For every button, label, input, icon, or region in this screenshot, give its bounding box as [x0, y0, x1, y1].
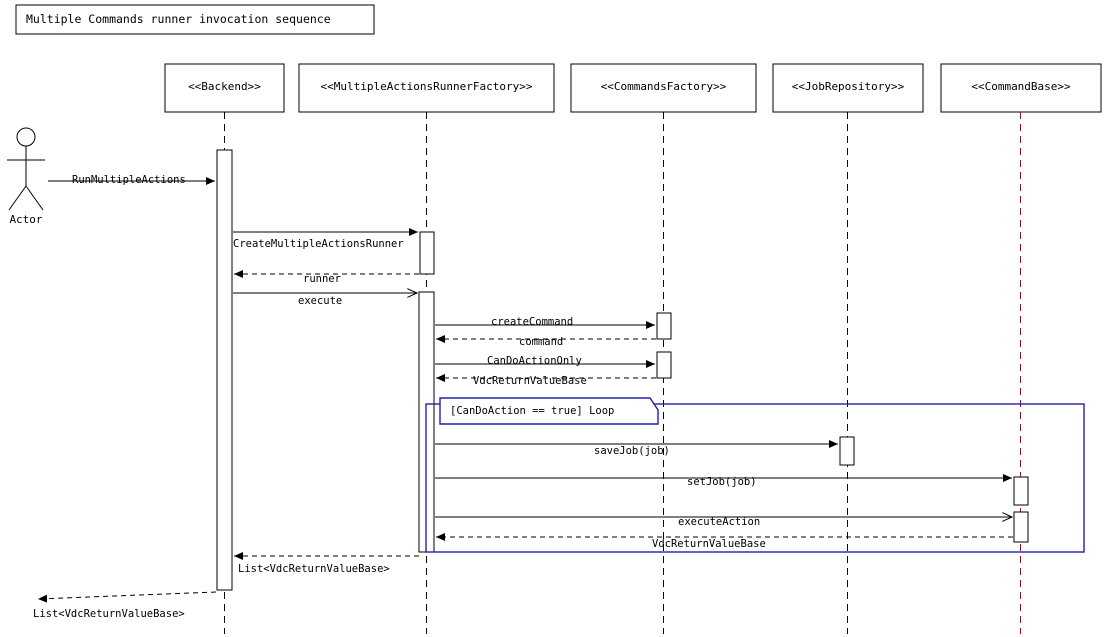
message-label-list-vdc-return-value-base-1: List<VdcReturnValueBase> [238, 563, 390, 575]
participant-label-commands-factory: <<CommandsFactory>> [600, 80, 727, 93]
participant-label-command-base: <<CommandBase>> [971, 80, 1071, 93]
participant-label-backend: <<Backend>> [188, 80, 261, 93]
loop-fragment-label: [CanDoAction == true] Loop [450, 405, 615, 417]
message-label-set-job: setJob(job) [687, 476, 757, 488]
message-label-execute-action: executeAction [678, 516, 761, 528]
message-label-runner: runner [303, 273, 341, 285]
message-label-create-command: createCommand [491, 316, 574, 328]
message-label-execute: execute [298, 295, 343, 307]
actor-label: Actor [9, 213, 43, 226]
message-label-can-do-action-only: CanDoActionOnly [487, 355, 582, 367]
diagram-title: Multiple Commands runner invocation sequence [26, 12, 331, 26]
participant-label-job-repository: <<JobRepository>> [791, 80, 905, 93]
message-label-vdc-return-value-base-1: VdcReturnValueBase [473, 375, 587, 387]
message-label-run-multiple-actions: RunMultipleActions [72, 174, 186, 186]
message-label-command: command [519, 336, 564, 348]
message-label-list-vdc-return-value-base-2: List<VdcReturnValueBase> [33, 608, 185, 620]
message-label-create-multiple-actions-runner: CreateMultipleActionsRunner [233, 238, 404, 250]
message-label-save-job: saveJob(job) [594, 445, 670, 457]
message-label-vdc-return-value-base-2: VdcReturnValueBase [652, 538, 766, 550]
participant-label-multiple-actions-runner-factory: <<MultipleActionsRunnerFactory>> [320, 80, 533, 93]
